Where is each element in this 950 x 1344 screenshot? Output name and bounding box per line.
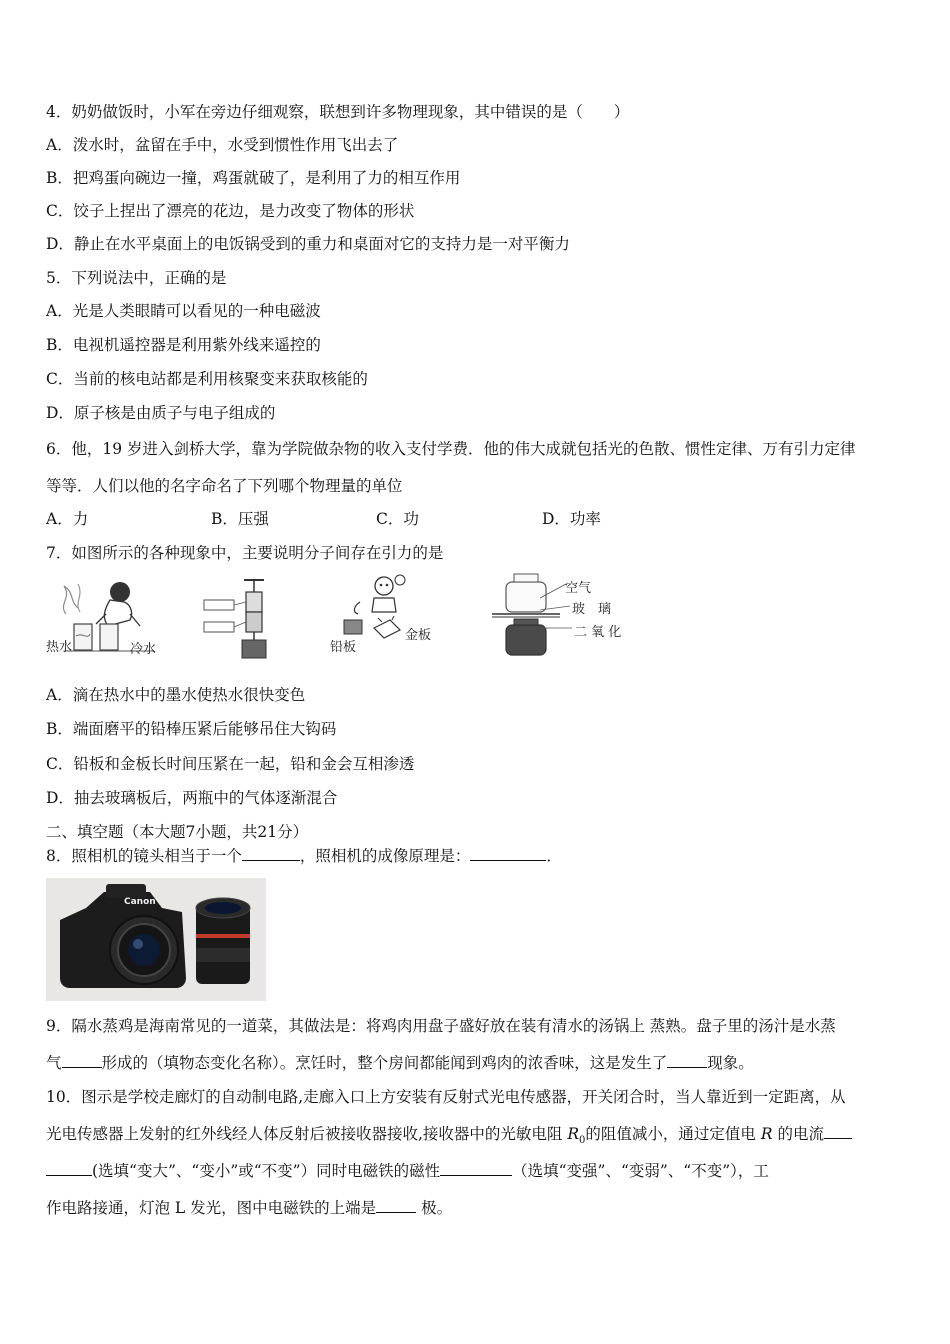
q5-stem: 5．下列说法中，正确的是 <box>46 269 227 287</box>
camera-illustration <box>46 878 266 1001</box>
q9-line2-end: 现象。 <box>707 1054 754 1072</box>
q10-symbol-r: R <box>760 1125 773 1143</box>
fig-label-cold-water: 冷水 <box>130 642 157 657</box>
fig-label-gold-plate: 金板 <box>405 628 432 643</box>
q8-blank-2[interactable] <box>470 846 546 861</box>
q8-blank-1[interactable] <box>242 846 300 861</box>
q6-option-d: D．功率 <box>542 510 601 528</box>
q5-option-b: B．电视机遥控器是利用紫外线来遥控的 <box>46 336 321 354</box>
fig-label-air: 空气 <box>565 581 592 596</box>
q7-option-b: B．端面磨平的铅棒压紧后能够吊住大钩码 <box>46 720 337 738</box>
q9-blank-1[interactable] <box>62 1053 102 1068</box>
q9-line2-start: 气 <box>46 1054 62 1072</box>
q10-line3-end: （选填“变强”、“变弱”、“不变”），工 <box>512 1162 769 1180</box>
q6-options <box>46 509 906 531</box>
q6-option-c: C．功 <box>376 510 419 528</box>
q5-option-a: A．光是人类眼睛可以看见的一种电磁波 <box>46 302 321 320</box>
q7-option-a: A．滴在热水中的墨水使热水很快变色 <box>46 686 306 704</box>
q10-line4 <box>46 1198 452 1218</box>
q10-symbol-r0-subscript: 0 <box>579 1135 586 1147</box>
q10-line2-end: 的电流 <box>772 1125 824 1143</box>
q6-stem-line2: 等等．人们以他的名字命名了下列哪个物理量的单位 <box>46 477 403 495</box>
q5-option-c: C．当前的核电站都是利用核聚变来获取核能的 <box>46 370 368 388</box>
q9-blank-2[interactable] <box>667 1053 707 1068</box>
figure-lead-cylinders <box>200 578 280 662</box>
q10-line4-start: 作电路接通，灯泡 L 发光，图中电磁铁的上端是 <box>46 1199 377 1217</box>
q10-blank-1a[interactable] <box>824 1124 852 1139</box>
q9-line2-middle: 形成的（填物态变化名称）。烹饪时，整个房间都能闻到鸡肉的浓香味，这是发生了 <box>101 1054 668 1072</box>
q7-option-d: D．抽去玻璃板后，两瓶中的气体逐渐混合 <box>46 789 338 807</box>
q7-stem: 7．如图所示的各种现象中，主要说明分子间存在引力的是 <box>46 544 444 562</box>
q10-line1: 10．图示是学校走廊灯的自动制电路,走廊入口上方安装有反射式光电传感器，开关闭合时，当人靠近到一定距离，从 <box>46 1088 846 1106</box>
q8-line <box>46 846 562 866</box>
q6-option-a: A．力 <box>46 510 89 528</box>
q5-option-d: D．原子核是由质子与电子组成的 <box>46 404 276 422</box>
q8-part2: ，照相机的成像原理是： <box>299 847 471 865</box>
camera-photo <box>46 878 266 1001</box>
q10-blank-2[interactable] <box>440 1161 512 1176</box>
q9-line1: 9．隔水蒸鸡是海南常见的一道菜，其做法是：将鸡肉用盘子盛好放在装有清水的汤锅上 蒸熟。盘子里的汤汁是水蒸 <box>46 1017 836 1035</box>
q4-option-d: D．静止在水平桌面上的电饭锅受到的重力和桌面对它的支持力是一对平衡力 <box>46 235 570 253</box>
q4-option-a: A．泼水时，盆留在手中，水受到惯性作用飞出去了 <box>46 136 399 154</box>
q4-option-c: C．饺子上捏出了漂亮的花边，是力改变了物体的形状 <box>46 202 415 220</box>
fig-label-hot-water: 热水 <box>46 640 73 655</box>
q6-option-b: B．压强 <box>211 510 269 528</box>
q8-part1: 8．照相机的镜头相当于一个 <box>46 847 242 865</box>
fig-label-lead-plate: 铅板 <box>330 640 357 655</box>
q6-stem-line1: 6．他，19 岁进入剑桥大学，靠为学院做杂物的收入支付学费．他的伟大成就包括光的色散、惯性定律、万有引力定律 <box>46 440 856 458</box>
q9-line2 <box>46 1053 754 1073</box>
q10-symbol-r0: R <box>567 1125 580 1143</box>
fig-label-dioxide: 二 氧 化 <box>574 625 622 640</box>
section-2-heading: 二、填空题（本大题7小题，共21分） <box>46 823 309 841</box>
figure-gas-jars-leader-lines <box>540 584 574 634</box>
q7-option-c: C．铅板和金板长时间压紧在一起，铅和金会互相渗透 <box>46 755 415 773</box>
q4-stem: 4．奶奶做饭时，小军在旁边仔细观察，联想到许多物理现象，其中错误的是（ ） <box>46 103 630 121</box>
q10-line3-start: (选填“变大”、“变小”或“不变”）同时电磁铁的磁性 <box>92 1162 441 1180</box>
q10-line2 <box>46 1124 852 1151</box>
q10-blank-3[interactable] <box>376 1198 416 1213</box>
q10-line2-start: 光电传感器上发射的红外线经人体反射后被接收器接收,接收器中的光敏电阻 <box>46 1125 568 1143</box>
q4-option-b: B．把鸡蛋向碗边一撞，鸡蛋就破了，是利用了力的相互作用 <box>46 169 461 187</box>
q8-part3: ． <box>546 847 562 865</box>
q10-line4-end: 极。 <box>416 1199 453 1217</box>
fig-label-glass: 玻 璃 <box>572 602 612 617</box>
camera-brand-label: Canon <box>124 897 156 907</box>
q10-line3 <box>46 1161 769 1181</box>
q10-line2-middle: 的阻值减小，通过定值电 <box>585 1125 761 1143</box>
q10-blank-1b[interactable] <box>46 1161 92 1176</box>
